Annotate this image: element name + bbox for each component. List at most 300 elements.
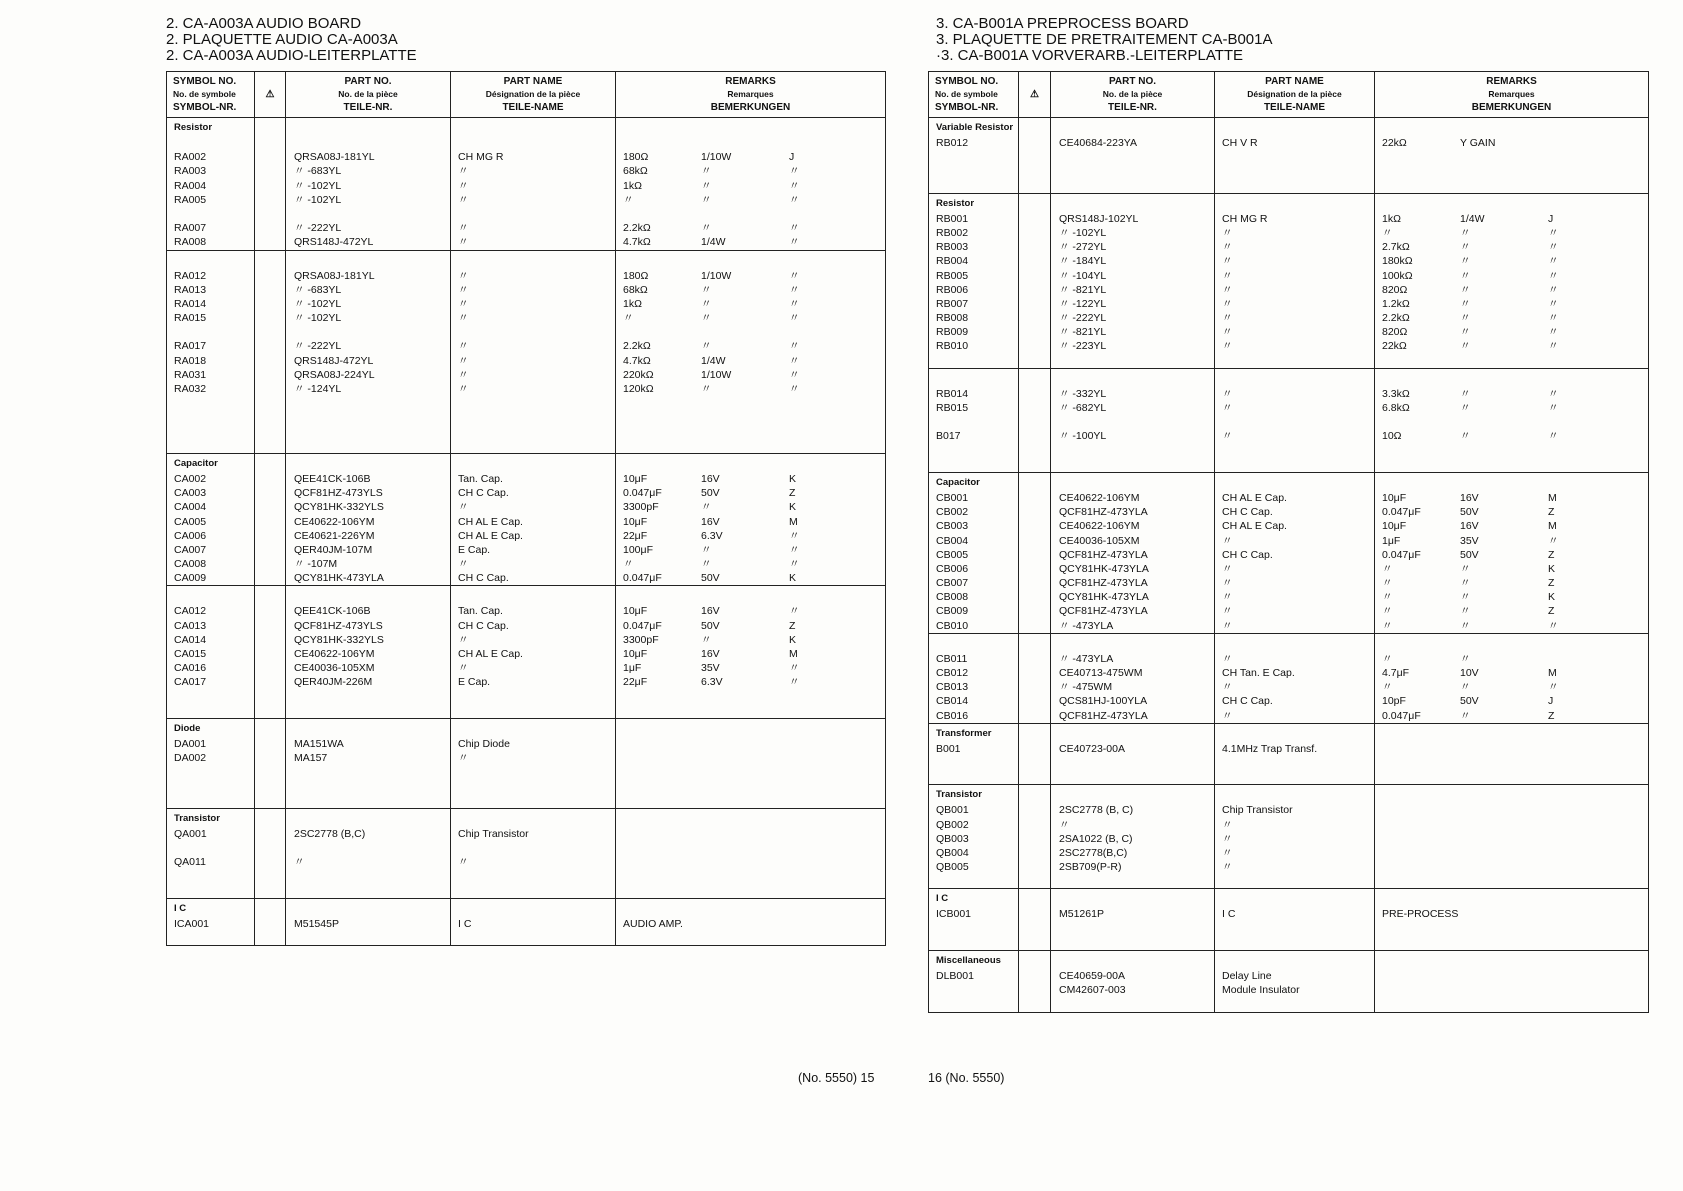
remark-tolerance <box>789 765 819 779</box>
remark-value <box>1382 803 1460 817</box>
remark-rating: 16V <box>701 472 720 485</box>
part-name: 〃 <box>1222 562 1233 575</box>
symbol-no: CA014 <box>174 633 207 646</box>
partno-cell <box>1051 118 1215 194</box>
symbol-no <box>929 756 1018 770</box>
symbol-no <box>929 983 1018 997</box>
remark-rating <box>701 704 789 718</box>
remark-tolerance: Z <box>789 619 796 632</box>
remark-value: 10μF <box>623 605 648 618</box>
remark-tolerance: K <box>789 501 797 514</box>
remark-tolerance <box>1548 832 1578 846</box>
remark-rating: 〃 <box>1460 591 1471 604</box>
part-no: QCY81HK-332YLS <box>294 633 384 646</box>
part-name: Chip Transistor <box>1222 804 1293 817</box>
symbol-no: CB003 <box>936 520 969 533</box>
part-name <box>1215 458 1374 472</box>
part-name: 〃 <box>458 501 469 514</box>
part-no <box>286 396 450 410</box>
symbol-no: DA001 <box>174 737 207 750</box>
part-no: 2SC2778 (B,C) <box>294 827 366 840</box>
remark-tolerance: 〃 <box>789 269 800 282</box>
safety-cell <box>1019 951 1051 1013</box>
remark-tolerance: M <box>789 515 798 528</box>
remark-rating: 〃 <box>1460 340 1471 353</box>
remark-rating <box>701 931 789 945</box>
remark-tolerance: K <box>789 572 797 585</box>
remark-rating: 1/10W <box>701 368 732 381</box>
part-no: CE40713-475WM <box>1059 667 1143 679</box>
symbol-no: QB004 <box>936 846 969 859</box>
part-name: 〃 <box>1222 534 1233 547</box>
remark-value <box>1382 997 1460 1011</box>
part-no: QCF81HZ-473YLA <box>1059 548 1148 561</box>
remark-value <box>623 136 701 150</box>
remark-value <box>1382 983 1460 997</box>
col-remarks-header-line: Remarques <box>727 89 774 99</box>
remark-rating: 35V <box>701 662 720 675</box>
remark-tolerance <box>789 931 819 945</box>
partno-cell <box>1051 785 1215 889</box>
symbol-no <box>167 780 254 794</box>
remark-rating: 〃 <box>1460 387 1471 400</box>
part-no: 〃 -222YL <box>294 340 342 353</box>
part-no <box>286 207 450 221</box>
part-name: 〃 <box>458 283 469 296</box>
col-partname-header-line: TEILE-NAME <box>502 102 564 113</box>
part-name <box>451 690 615 704</box>
part-no <box>286 439 450 453</box>
left-section-title <box>166 16 417 64</box>
remark-tolerance: 〃 <box>789 193 800 206</box>
part-name: Delay Line <box>1222 970 1272 982</box>
part-no <box>286 704 450 718</box>
part-no <box>286 794 450 808</box>
remark-rating: 〃 <box>1460 255 1471 268</box>
remark-tolerance <box>789 704 819 718</box>
remark-tolerance: 〃 <box>1548 534 1559 547</box>
symbol-no: B017 <box>936 430 961 443</box>
symbol-cell <box>167 453 255 586</box>
remark-value: 1μF <box>1382 534 1401 547</box>
part-name: 〃 <box>1222 652 1233 665</box>
part-no: CE40621-226YM <box>294 529 375 542</box>
remark-value: 68kΩ <box>623 283 648 296</box>
group-row <box>167 453 886 586</box>
partno-cell <box>286 808 451 898</box>
partname-cell <box>1215 472 1375 633</box>
part-no: CE40659-00A <box>1059 970 1125 982</box>
remark-value: 〃 <box>1382 605 1393 618</box>
part-name: 〃 <box>458 856 469 869</box>
symbol-no: CA013 <box>174 619 207 632</box>
remark-value <box>1382 742 1460 756</box>
safety-cell <box>1019 472 1051 633</box>
remark-rating: 〃 <box>1460 312 1471 325</box>
caution-icon: ⚠ <box>265 89 275 100</box>
part-no: 〃 -682YL <box>1059 402 1107 414</box>
remark-value: 1.2kΩ <box>1382 297 1410 310</box>
symbol-no: B001 <box>936 742 961 755</box>
remark-value <box>1382 770 1460 784</box>
remark-rating: 〃 <box>701 558 712 571</box>
remark-rating: 50V <box>1460 506 1479 519</box>
part-no: 〃 -223YL <box>1059 340 1107 353</box>
part-no: 〃 -473YLA <box>1059 619 1114 632</box>
safety-cell <box>255 718 286 808</box>
symbol-no <box>929 997 1018 1011</box>
remark-rating <box>701 827 789 841</box>
symbol-no: QA001 <box>174 827 207 840</box>
left-title-fr: 2. PLAQUETTE AUDIO CA-A003A <box>166 31 398 48</box>
symbol-no: RB006 <box>936 283 969 296</box>
remark-tolerance: J <box>789 151 795 164</box>
remark-value <box>1382 164 1460 178</box>
safety-cell <box>1019 118 1051 194</box>
remark-rating: 50V <box>701 619 720 632</box>
part-name: 〃 <box>458 340 469 353</box>
remark-value <box>623 396 701 410</box>
part-name: 〃 <box>458 662 469 675</box>
remarks-cell <box>616 586 886 719</box>
partno-cell <box>1051 951 1215 1013</box>
right-page-number: 16 (No. 5550) <box>928 1071 1005 1085</box>
part-no: 2SC2778 (B, C) <box>1059 804 1134 817</box>
group-label: Resistor <box>936 197 975 209</box>
remark-value: 〃 <box>623 312 634 325</box>
remark-tolerance: 〃 <box>1548 619 1559 632</box>
col-partno-header-line: No. de la pièce <box>1102 89 1163 99</box>
remark-rating: 〃 <box>1460 269 1471 282</box>
group-row <box>929 472 1649 633</box>
remark-value: 4.7kΩ <box>623 236 651 249</box>
part-name <box>1215 936 1374 950</box>
symbol-no: RA031 <box>174 368 207 381</box>
partname-cell <box>1215 633 1375 723</box>
part-no <box>286 690 450 704</box>
remark-tolerance: 〃 <box>789 297 800 310</box>
remark-value <box>1382 756 1460 770</box>
partname-cell <box>451 118 616 251</box>
remark-value: 10μF <box>623 472 648 485</box>
remark-value: 1kΩ <box>1382 212 1401 225</box>
part-name: 〃 <box>1222 387 1233 400</box>
remark-rating <box>701 439 789 453</box>
symbol-no: RA003 <box>174 165 207 178</box>
part-name: CH MG R <box>1222 212 1268 225</box>
remark-value: 22μF <box>623 529 648 542</box>
remark-value: 68kΩ <box>623 165 648 178</box>
remarks-cell <box>1375 118 1649 194</box>
safety-cell <box>1019 889 1051 951</box>
col-symbol-header <box>167 72 255 118</box>
col-partname-header-line: TEILE-NAME <box>1263 102 1326 113</box>
part-no <box>1051 874 1214 888</box>
remarks-cell <box>1375 368 1649 472</box>
remark-rating <box>1460 354 1548 368</box>
remark-tolerance <box>789 827 819 841</box>
part-no: 〃 -184YL <box>1059 255 1107 268</box>
col-partno-header-line: No. de la pièce <box>338 89 398 99</box>
col-partname-header <box>1215 72 1375 118</box>
remark-tolerance <box>1548 179 1578 193</box>
part-no <box>1051 770 1214 784</box>
remark-tolerance: 〃 <box>789 283 800 296</box>
part-no <box>286 136 450 150</box>
partname-cell <box>1215 785 1375 889</box>
remark-tolerance: 〃 <box>1548 297 1559 310</box>
remark-tolerance: 〃 <box>1548 387 1559 400</box>
symbol-no <box>167 931 254 945</box>
remark-rating: 〃 <box>1460 326 1471 339</box>
remarks-cell <box>616 453 886 586</box>
remark-rating <box>1460 179 1548 193</box>
remark-value <box>1382 179 1460 193</box>
remark-rating: 〃 <box>1460 402 1471 414</box>
part-no <box>286 841 450 855</box>
part-no: CE40622-106YM <box>1059 491 1140 504</box>
remark-tolerance: 〃 <box>1548 312 1559 325</box>
part-no: CE40622-106YM <box>294 648 375 660</box>
remark-rating: 16V <box>701 605 720 618</box>
remark-tolerance <box>1548 444 1578 458</box>
remark-rating <box>1460 997 1548 1011</box>
part-no: 2SC2778(B,C) <box>1059 846 1128 859</box>
part-no <box>1051 354 1214 368</box>
symbol-no <box>167 765 254 779</box>
part-name <box>1215 179 1374 193</box>
part-name: 〃 <box>458 383 469 395</box>
symbol-no: CA012 <box>174 605 207 618</box>
left-title-en: 2. CA-A003A AUDIO BOARD <box>166 15 362 32</box>
part-name <box>451 396 615 410</box>
remark-value: 4.7kΩ <box>623 354 651 367</box>
remark-tolerance <box>789 425 819 439</box>
part-no: QRSA08J-224YL <box>294 368 375 381</box>
part-name: CH C Cap. <box>458 619 509 632</box>
symbol-no <box>929 444 1018 458</box>
remark-value: 10μF <box>623 648 648 660</box>
col-partno-header-line: PART NO. <box>1108 76 1157 87</box>
symbol-no: CB002 <box>936 506 969 519</box>
symbol-no: CB011 <box>936 652 968 665</box>
group-row <box>167 718 886 808</box>
part-no <box>1051 458 1214 472</box>
remark-rating: 〃 <box>1460 226 1471 239</box>
remark-rating: 〃 <box>701 633 712 646</box>
remark-value <box>623 827 701 841</box>
part-name: Chip Diode <box>458 737 510 750</box>
remark-value: 820Ω <box>1382 283 1408 296</box>
remark-tolerance: M <box>1548 491 1557 504</box>
part-no: 〃 <box>1059 818 1070 831</box>
symbol-no: RB012 <box>936 137 969 149</box>
safety-cell <box>255 250 286 453</box>
remark-rating <box>701 325 789 339</box>
remark-rating: 50V <box>1460 548 1479 561</box>
parts-group <box>929 368 1649 472</box>
part-name <box>451 207 615 221</box>
parts-group <box>167 453 886 586</box>
part-no: QER40JM-226M <box>294 676 373 689</box>
part-name: Tan. Cap. <box>458 605 503 618</box>
col-partname-header-line: PART NAME <box>1265 76 1324 87</box>
remark-tolerance <box>1548 742 1578 756</box>
remark-rating: 〃 <box>1460 297 1471 310</box>
remark-tolerance <box>1548 936 1578 950</box>
remark-rating <box>701 737 789 751</box>
remark-rating: 16V <box>1460 520 1479 533</box>
remark-tolerance <box>789 439 819 453</box>
part-no: 〃 -102YL <box>294 179 342 192</box>
part-name: CH AL E Cap. <box>458 515 523 528</box>
remark-tolerance: 〃 <box>1548 340 1559 353</box>
group-row <box>167 250 886 453</box>
symbol-no: CB016 <box>936 709 969 722</box>
part-name: 〃 <box>458 179 469 192</box>
part-name: 〃 <box>1222 255 1233 268</box>
remark-tolerance <box>1548 150 1578 164</box>
part-no <box>286 325 450 339</box>
part-no: M51545P <box>294 917 339 930</box>
remarks-cell <box>1375 193 1649 368</box>
part-no: QCF81HZ-473YLA <box>1059 709 1148 722</box>
part-no: MA157 <box>294 752 328 765</box>
part-no: 〃 -124YL <box>294 383 342 395</box>
col-partname-header-line: Désignation de la pièce <box>1247 89 1342 99</box>
remark-rating: 6.3V <box>701 676 723 689</box>
part-no: QCY81HK-473YLA <box>1059 591 1149 604</box>
part-name: 4.1MHz Trap Transf. <box>1222 742 1318 755</box>
symbol-no <box>929 179 1018 193</box>
parts-group <box>929 951 1649 1013</box>
col-partname-header-line: Désignation de la pièce <box>485 89 581 99</box>
part-no: 〃 -475WM <box>1059 681 1113 694</box>
symbol-cell <box>929 723 1019 785</box>
partname-cell <box>1215 889 1375 951</box>
part-name: E Cap. <box>458 543 491 556</box>
remark-value: 0.047μF <box>1382 548 1421 561</box>
symbol-cell <box>929 368 1019 472</box>
remark-rating <box>1460 846 1548 860</box>
remark-value: 100kΩ <box>1382 269 1413 282</box>
part-name: 〃 <box>458 558 469 571</box>
part-name: 〃 <box>458 633 469 646</box>
remark-value <box>623 780 701 794</box>
remark-rating <box>701 396 789 410</box>
symbol-no <box>167 841 254 855</box>
remark-value <box>623 794 701 808</box>
symbol-no: CB008 <box>936 591 969 604</box>
symbol-no: CA017 <box>174 676 207 689</box>
remarks-cell <box>616 718 886 808</box>
symbol-no: RB010 <box>936 340 969 353</box>
remark-rating <box>1460 907 1548 921</box>
remarks-cell <box>616 118 886 251</box>
remark-tolerance: 〃 <box>789 165 800 178</box>
part-no <box>286 884 450 898</box>
remark-rating: 〃 <box>701 179 712 192</box>
remark-tolerance: 〃 <box>789 558 800 571</box>
remark-rating: 10V <box>1460 667 1479 679</box>
remark-value <box>1382 969 1460 983</box>
symbol-no: QB003 <box>936 832 969 845</box>
part-no: QCF81HZ-473YLA <box>1059 506 1148 519</box>
remark-tolerance: J <box>1548 695 1554 708</box>
part-no: 2SA1022 (B, C) <box>1059 832 1133 845</box>
remark-tolerance: 〃 <box>1548 226 1559 239</box>
col-symbol-header-line: No. de symbole <box>173 89 236 99</box>
parts-group <box>929 472 1649 633</box>
symbol-no: DLB001 <box>936 970 974 982</box>
partno-cell <box>286 453 451 586</box>
remark-rating <box>1460 832 1548 846</box>
part-name: 〃 <box>1222 312 1233 325</box>
symbol-no <box>167 396 254 410</box>
part-name: CH C Cap. <box>1222 506 1273 519</box>
group-row <box>929 951 1649 1013</box>
remark-tolerance: 〃 <box>1548 430 1559 443</box>
symbol-cell <box>167 586 255 719</box>
remark-rating: 〃 <box>701 283 712 296</box>
parts-group <box>167 586 886 719</box>
symbol-no: CA007 <box>174 543 207 556</box>
remark-value: 10μF <box>1382 491 1407 504</box>
remark-tolerance <box>1548 803 1578 817</box>
col-symbol-header-line: SYMBOL-NR. <box>935 102 999 113</box>
symbol-no: RA002 <box>174 151 207 164</box>
part-no: QRS148J-472YL <box>294 354 374 367</box>
remark-value <box>1382 846 1460 860</box>
symbol-no <box>929 874 1018 888</box>
parts-group <box>929 193 1649 368</box>
remark-rating <box>701 690 789 704</box>
group-row <box>167 898 886 945</box>
remark-value: 0.047μF <box>623 487 662 500</box>
symbol-no: CA016 <box>174 662 207 675</box>
remark-tolerance <box>1548 907 1578 921</box>
part-no <box>286 931 450 945</box>
part-no: QCY81HK-473YLA <box>294 572 384 585</box>
remark-value: 10μF <box>623 515 648 528</box>
symbol-cell <box>167 808 255 898</box>
col-partname-header-line: PART NAME <box>503 76 563 87</box>
part-name: 〃 <box>1222 241 1233 254</box>
remark-rating <box>701 917 789 931</box>
symbol-cell <box>167 718 255 808</box>
remark-tolerance: K <box>1548 591 1556 604</box>
header-row <box>167 72 886 118</box>
remark-tolerance: 〃 <box>789 340 800 353</box>
remark-rating: 16V <box>701 515 720 528</box>
remark-rating: 〃 <box>701 165 712 178</box>
remark-tolerance <box>1548 354 1578 368</box>
part-name <box>1215 997 1374 1011</box>
remark-tolerance <box>1548 922 1578 936</box>
col-safety-header <box>255 72 286 118</box>
remark-rating <box>701 794 789 808</box>
remark-rating: 〃 <box>701 340 712 353</box>
part-name <box>451 439 615 453</box>
remark-tolerance: Z <box>1548 605 1555 618</box>
part-name <box>1215 150 1374 164</box>
remark-tolerance: M <box>789 648 798 660</box>
remark-tolerance: J <box>1548 212 1554 225</box>
part-name: 〃 <box>1222 269 1233 282</box>
safety-cell <box>1019 368 1051 472</box>
partname-cell <box>451 718 616 808</box>
col-partno-header <box>1051 72 1215 118</box>
